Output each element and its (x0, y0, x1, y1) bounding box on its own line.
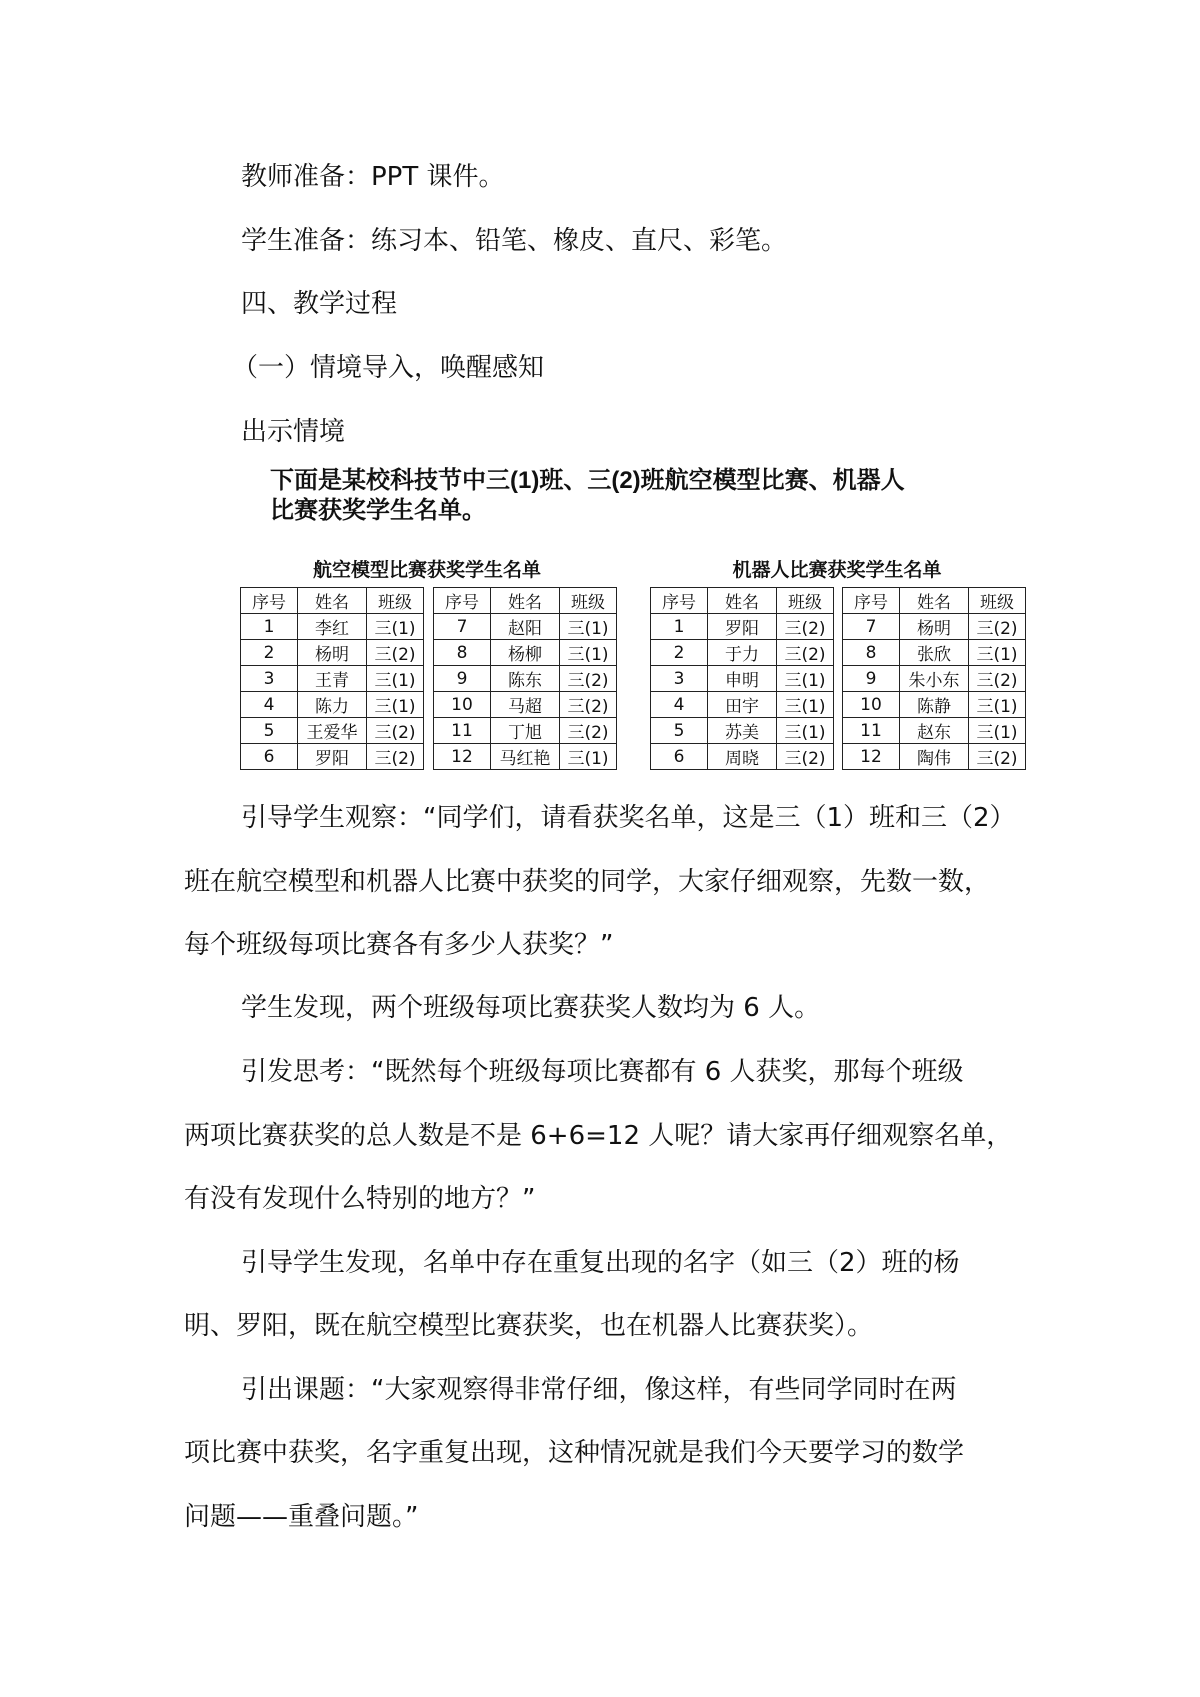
cell-index: 10 (843, 692, 900, 718)
cell-index: 3 (241, 666, 298, 692)
cell-index: 5 (241, 718, 298, 744)
table-row (434, 692, 617, 718)
cell-index: 5 (651, 718, 708, 744)
cell-student-name: 陈东 (491, 666, 560, 692)
cell-student-name: 罗阳 (708, 614, 777, 640)
table-row (651, 614, 834, 640)
header-name: 姓名 (491, 588, 560, 614)
teacher-prep: 教师准备：PPT 课件。 (241, 162, 505, 192)
cell-class: 三(1) (969, 640, 1026, 666)
cell-index: 11 (434, 718, 491, 744)
table-row (651, 666, 834, 692)
cell-student-name: 李红 (298, 614, 367, 640)
cell-class: 三(1) (367, 692, 424, 718)
cell-index: 1 (651, 614, 708, 640)
table-header-row (843, 588, 1026, 614)
section-title: 四、教学过程 (241, 289, 398, 319)
cell-class: 三(2) (560, 666, 617, 692)
paragraph-5-line-3: 问题——重叠问题。” (184, 1502, 419, 1532)
cell-class: 三(2) (367, 640, 424, 666)
table-row (241, 640, 424, 666)
cell-class: 三(2) (777, 744, 834, 770)
cell-student-name: 朱小东 (900, 666, 969, 692)
paragraph-4-line-1: 引导学生发现，名单中存在重复出现的名字（如三（2）班的杨 (241, 1248, 960, 1278)
cell-student-name: 赵阳 (491, 614, 560, 640)
cell-student-name: 申明 (708, 666, 777, 692)
paragraph-3-line-1: 引发思考：“既然每个班级每项比赛都有 6 人获奖，那每个班级 (241, 1057, 964, 1087)
table-row (843, 718, 1026, 744)
paragraph-3-line-3: 有没有发现什么特别的地方？” (184, 1184, 536, 1214)
aero-table-left (240, 587, 424, 770)
cell-index: 7 (434, 614, 491, 640)
table-row (241, 666, 424, 692)
table-row (843, 640, 1026, 666)
aero-table-right (433, 587, 617, 770)
header-class: 班级 (560, 588, 617, 614)
table-row (651, 718, 834, 744)
cell-student-name: 陈力 (298, 692, 367, 718)
table-header-row (651, 588, 834, 614)
student-prep: 学生准备：练习本、铅笔、橡皮、直尺、彩笔。 (241, 226, 788, 256)
cell-index: 12 (843, 744, 900, 770)
scene-text (270, 466, 990, 526)
cell-index: 6 (651, 744, 708, 770)
cell-class: 三(1) (367, 666, 424, 692)
cell-student-name: 马超 (491, 692, 560, 718)
cell-class: 三(1) (367, 614, 424, 640)
cell-index: 4 (241, 692, 298, 718)
cell-student-name: 苏美 (708, 718, 777, 744)
table-row (434, 718, 617, 744)
table-row (651, 744, 834, 770)
table-row (843, 744, 1026, 770)
cell-student-name: 张欣 (900, 640, 969, 666)
paragraph-5-line-1: 引出课题：“大家观察得非常仔细，像这样，有些同学同时在两 (241, 1375, 957, 1405)
paragraph-5-line-2: 项比赛中获奖，名字重复出现，这种情况就是我们今天要学习的数学 (184, 1438, 965, 1468)
cell-index: 2 (241, 640, 298, 666)
table-row (843, 666, 1026, 692)
paragraph-1-line-2: 班在航空模型和机器人比赛中获奖的同学，大家仔细观察，先数一数， (184, 867, 991, 897)
table-row (651, 692, 834, 718)
cell-class: 三(1) (560, 744, 617, 770)
aero-table-caption: 航空模型比赛获奖学生名单 (312, 559, 541, 581)
cell-student-name: 马红艳 (491, 744, 560, 770)
table-row (434, 614, 617, 640)
header-index: 序号 (241, 588, 298, 614)
cell-student-name: 于力 (708, 640, 777, 666)
cell-class: 三(1) (777, 692, 834, 718)
cell-class: 三(2) (969, 614, 1026, 640)
cell-index: 10 (434, 692, 491, 718)
cell-student-name: 杨明 (298, 640, 367, 666)
cell-class: 三(2) (367, 744, 424, 770)
cell-index: 8 (434, 640, 491, 666)
cell-class: 三(1) (777, 718, 834, 744)
cell-index: 6 (241, 744, 298, 770)
header-class: 班级 (367, 588, 424, 614)
paragraph-3-line-2: 两项比赛获奖的总人数是不是 6+6=12 人呢？请大家再仔细观察名单， (184, 1121, 1013, 1151)
cell-student-name: 丁旭 (491, 718, 560, 744)
cell-class: 三(1) (560, 640, 617, 666)
table-header-row (241, 588, 424, 614)
cell-student-name: 罗阳 (298, 744, 367, 770)
cell-index: 4 (651, 692, 708, 718)
header-class: 班级 (969, 588, 1026, 614)
cell-class: 三(2) (560, 692, 617, 718)
robot-table-caption: 机器人比赛获奖学生名单 (732, 559, 942, 581)
cell-class: 三(1) (969, 692, 1026, 718)
table-row (434, 666, 617, 692)
cell-class: 三(2) (777, 614, 834, 640)
cell-class: 三(1) (560, 614, 617, 640)
header-index: 序号 (434, 588, 491, 614)
paragraph-2: 学生发现，两个班级每项比赛获奖人数均为 6 人。 (241, 993, 821, 1023)
cell-class: 三(2) (969, 666, 1026, 692)
paragraph-1-line-3: 每个班级每项比赛各有多少人获奖？” (184, 930, 614, 960)
table-row (843, 692, 1026, 718)
show-scene-label: 出示情境 (241, 417, 346, 447)
paragraph-4-line-2: 明、罗阳，既在航空模型比赛获奖，也在机器人比赛获奖）。 (184, 1311, 874, 1341)
cell-student-name: 周晓 (708, 744, 777, 770)
cell-student-name: 王青 (298, 666, 367, 692)
cell-index: 9 (434, 666, 491, 692)
cell-class: 三(1) (777, 666, 834, 692)
cell-class: 三(2) (969, 744, 1026, 770)
cell-index: 9 (843, 666, 900, 692)
table-row (434, 744, 617, 770)
header-name: 姓名 (708, 588, 777, 614)
robot-table-left (650, 587, 834, 770)
scene-line-2: 比赛获奖学生名单。 (270, 497, 486, 524)
table-row (241, 692, 424, 718)
table-row (651, 640, 834, 666)
header-index: 序号 (843, 588, 900, 614)
cell-index: 8 (843, 640, 900, 666)
cell-index: 11 (843, 718, 900, 744)
paragraph-1-line-1: 引导学生观察：“同学们，请看获奖名单，这是三（1）班和三（2） (241, 803, 1016, 833)
header-class: 班级 (777, 588, 834, 614)
header-index: 序号 (651, 588, 708, 614)
cell-student-name: 王爱华 (298, 718, 367, 744)
table-row (241, 744, 424, 770)
scene-line-1: 下面是某校科技节中三(1)班、三(2)班航空模型比赛、机器人 (270, 467, 905, 494)
table-row (241, 614, 424, 640)
cell-index: 2 (651, 640, 708, 666)
header-name: 姓名 (298, 588, 367, 614)
table-row (843, 614, 1026, 640)
cell-student-name: 田宇 (708, 692, 777, 718)
cell-student-name: 杨柳 (491, 640, 560, 666)
table-row (241, 718, 424, 744)
cell-index: 12 (434, 744, 491, 770)
cell-class: 三(2) (777, 640, 834, 666)
cell-student-name: 赵东 (900, 718, 969, 744)
cell-student-name: 陶伟 (900, 744, 969, 770)
table-row (434, 640, 617, 666)
cell-student-name: 杨明 (900, 614, 969, 640)
cell-index: 3 (651, 666, 708, 692)
cell-class: 三(1) (969, 718, 1026, 744)
cell-index: 7 (843, 614, 900, 640)
table-header-row (434, 588, 617, 614)
cell-index: 1 (241, 614, 298, 640)
cell-class: 三(2) (367, 718, 424, 744)
header-name: 姓名 (900, 588, 969, 614)
cell-class: 三(2) (560, 718, 617, 744)
robot-table-right (842, 587, 1026, 770)
cell-student-name: 陈静 (900, 692, 969, 718)
subsection-title: （一）情境导入，唤醒感知 (232, 353, 545, 383)
